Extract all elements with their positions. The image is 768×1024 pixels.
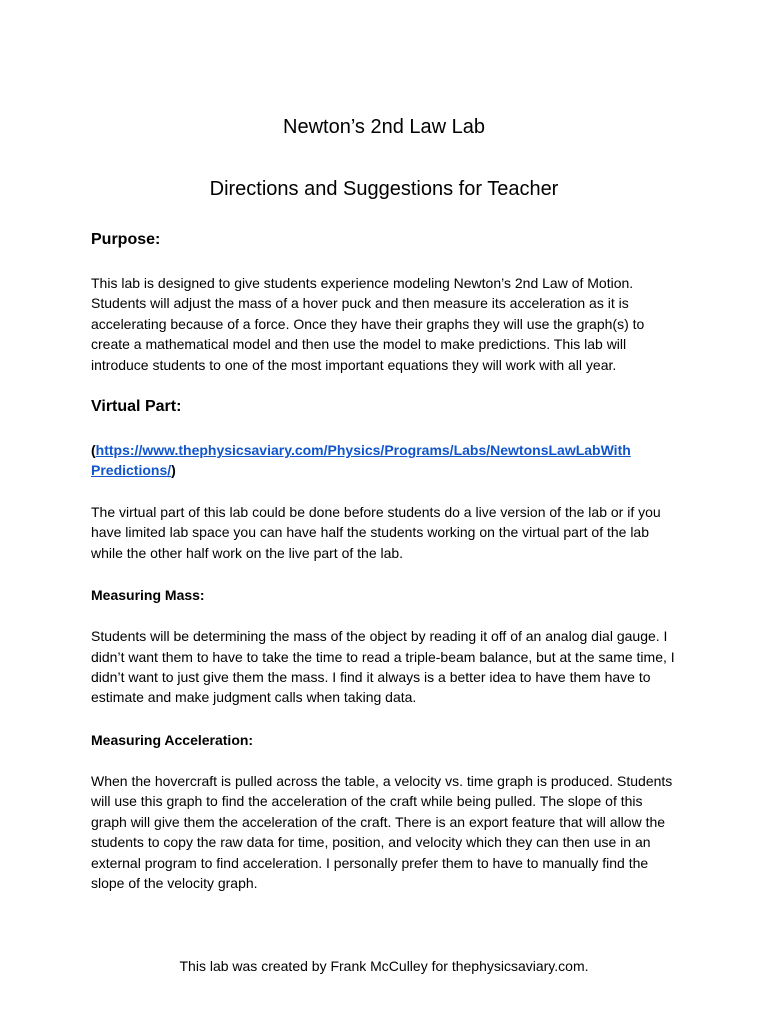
document-body (91, 230, 681, 893)
measuring-mass-paragraph: Students will be determining the mass of the object by reading it off of an analog dial gauge. I didn’t want them to have to take the time to read a triple-beam balance, but at the same time, I didn’t want to just give them the mass. I find it always is a better idea to have them have to estimate and make judgment calls when taking data. (91, 628, 675, 706)
purpose-heading: Purpose: (91, 231, 161, 248)
link-open-paren: ( (91, 442, 96, 459)
virtual-part-paragraph: The virtual part of this lab could be done before students do a live version of the lab or if you have limited lab space you can have half the students working on the virtual part of the lab while the other half work on the live part of the lab. (91, 504, 661, 561)
link-close-paren: ) (171, 462, 176, 479)
measuring-mass-heading: Measuring Mass: (91, 587, 205, 604)
virtual-lab-link-line (91, 440, 681, 480)
purpose-paragraph: This lab is designed to give students experience modeling Newton’s 2nd Law of Motion. Students will adjust the mass of a hover puck and then measure its acceleration as it is accelerating because of a force. Once they have their graphs they will use the graph(s) to create a mathematical model and then use the model to make predictions. This lab will introduce students to one of the most important equations they will work with all year. (91, 275, 645, 373)
link-text-line1: https://www.thephysicsaviary.com/Physics/Programs/Labs/NewtonsLawLabWith (95, 442, 631, 459)
virtual-part-heading: Virtual Part: (91, 398, 182, 416)
measuring-acceleration-paragraph: When the hovercraft is pulled across the table, a velocity vs. time graph is produced. Students will use this graph to find the acceleration of the craft while being pulled. The slope of this graph will give them the acceleration of the craft. There is an export feature that will allow the students to copy the raw data for time, position, and velocity which they can then use in an external program to find acceleration. I personally prefer them to have to manually find the slope of the velocity graph. (91, 772, 673, 891)
link-text-line2: Predictions/ (91, 462, 172, 479)
measuring-acceleration-heading: Measuring Acceleration: (91, 731, 254, 748)
page-title: Newton’s 2nd Law Lab (283, 116, 485, 138)
page-subtitle: Directions and Suggestions for Teacher (209, 178, 559, 200)
footer-credit: This lab was created by Frank McCulley for thephysicsaviary.com. (179, 958, 589, 974)
